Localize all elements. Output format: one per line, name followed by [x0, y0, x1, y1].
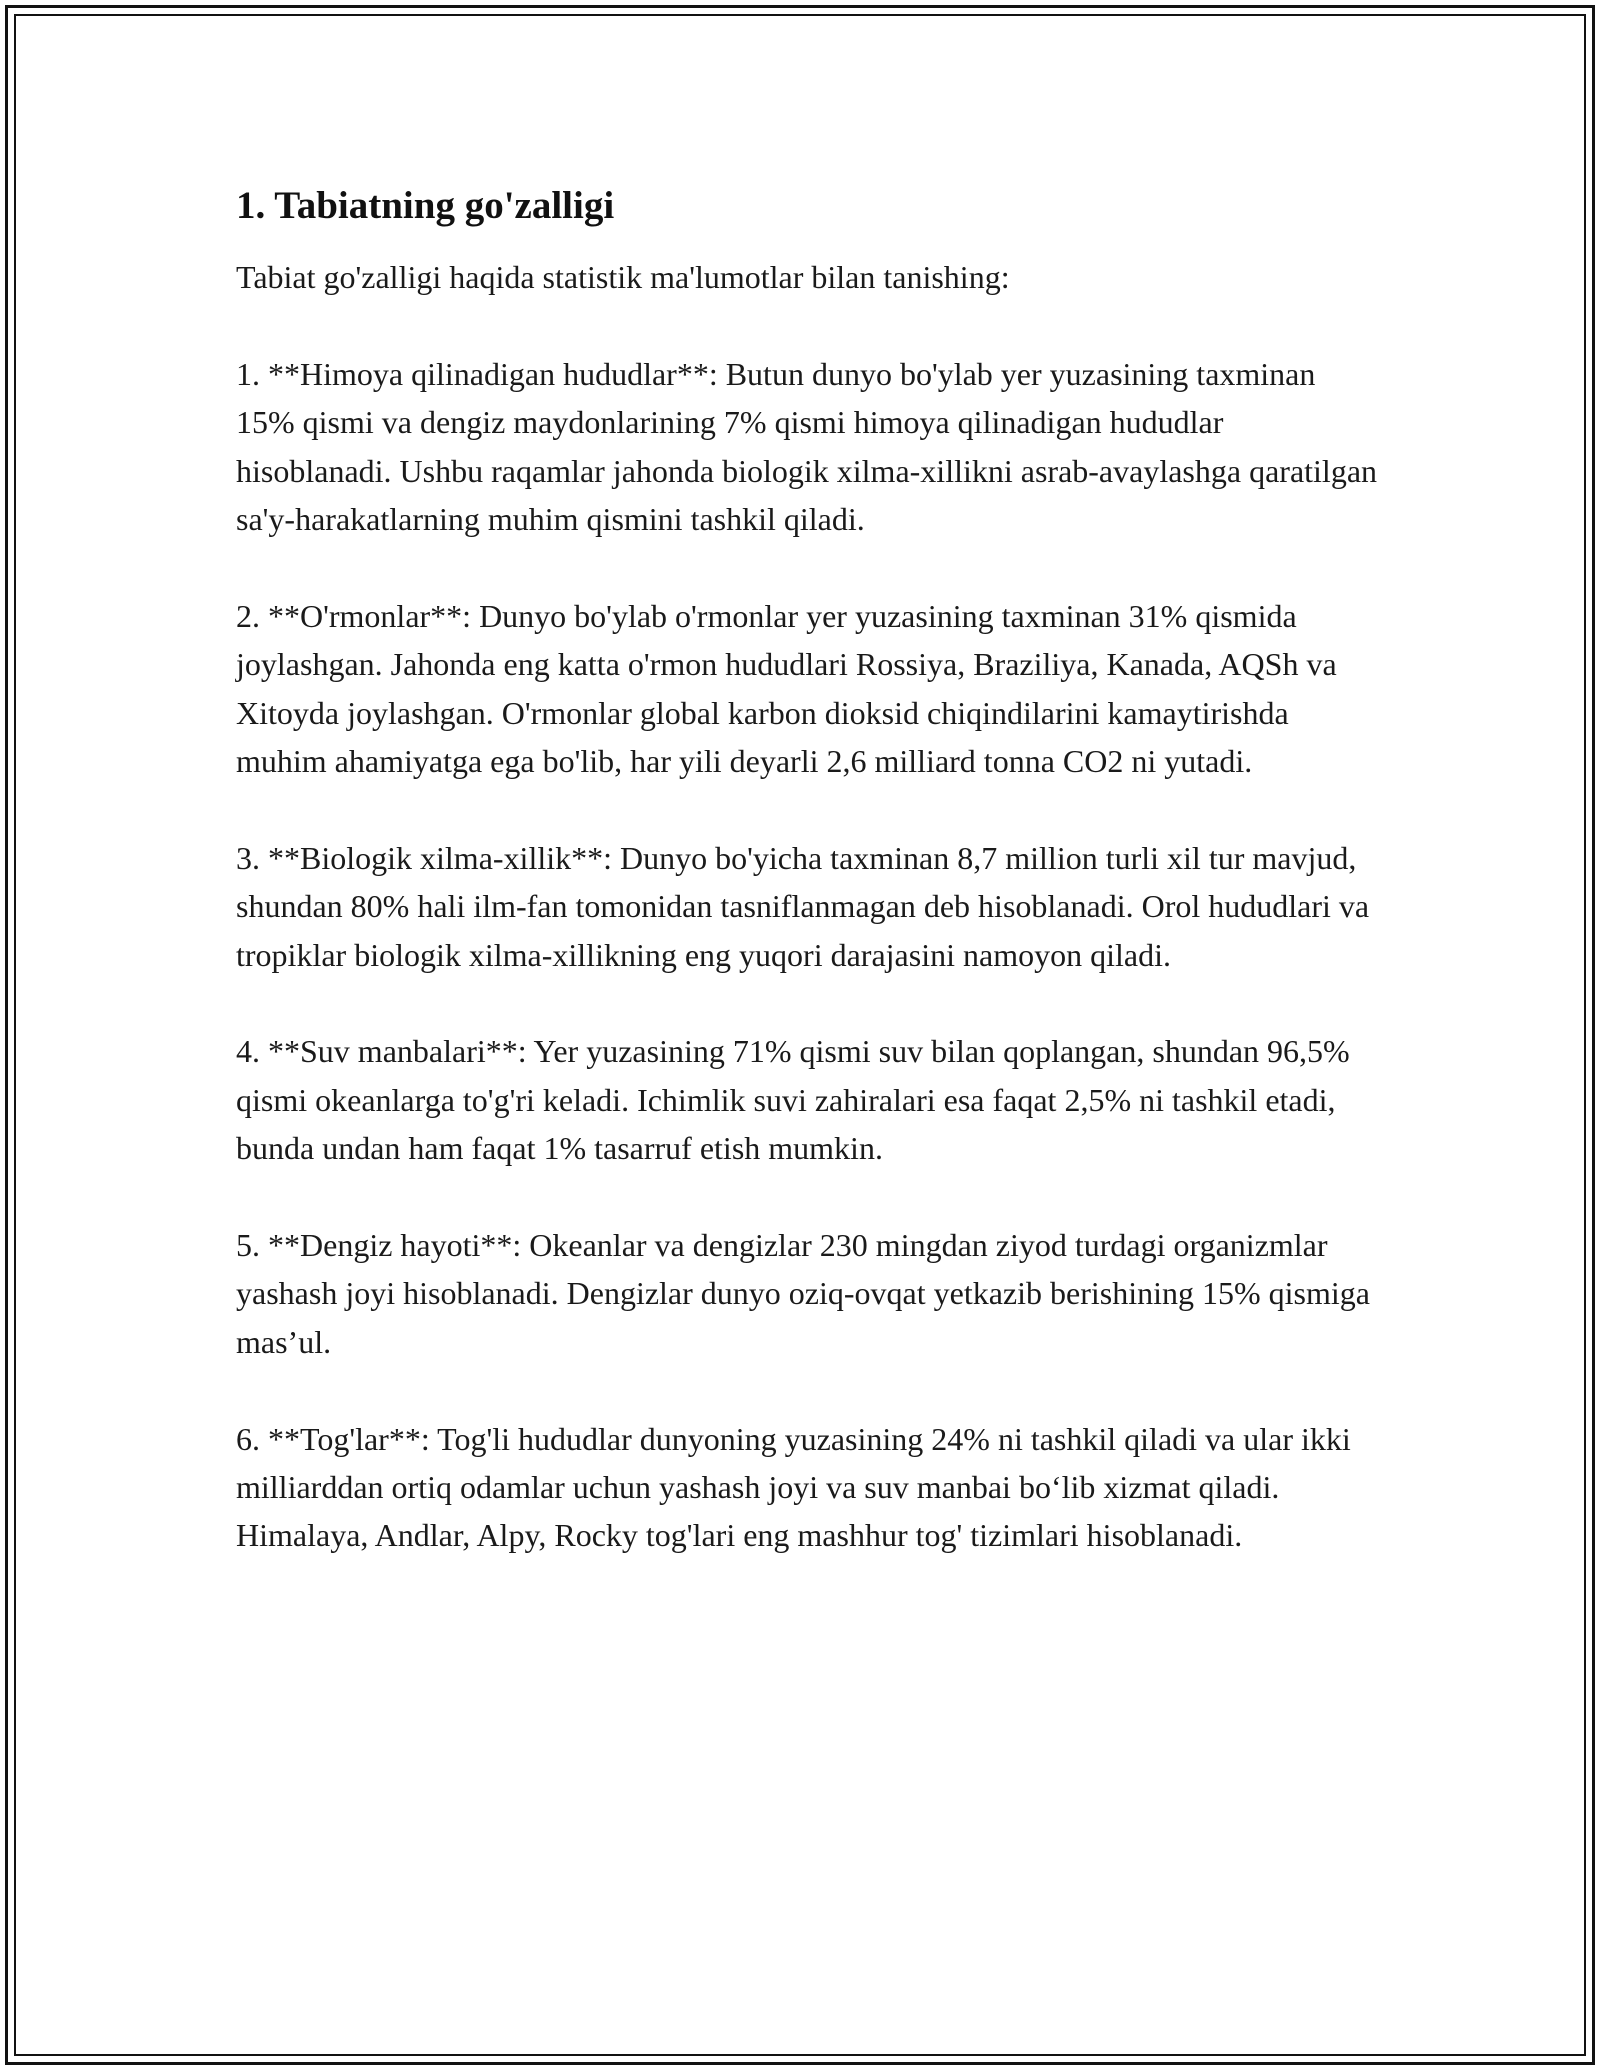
item-water-resources: 4. **Suv manbalari**: Yer yuzasining 71% qismi suv bilan qoplangan, shundan 96,5% qismi okeanlarga to'g'ri keladi. Ichimlik suvi zahiralari esa faqat 2,5% ni tashkil etadi, bunda undan ham faqat 1% tasarruf etish mumkin. — [236, 1033, 1350, 1167]
document-body — [236, 182, 1381, 1608]
item-protected-areas: 1. **Himoya qilinadigan hududlar**: Butun dunyo bo'ylab yer yuzasining taxminan 15% qismi va dengiz maydonlarining 7% qismi himoya qilinadigan hududlar hisoblanadi. Ushbu raqamlar jahonda biologik xilma-xillikni asrab-avaylashga qaratilgan sa'y-harakatlarning muhim qismini tashkil qiladi. — [236, 355, 1378, 538]
item-marine-life: 5. **Dengiz hayoti**: Okeanlar va dengizlar 230 mingdan ziyod turdagi organizmlar yashash joyi hisoblanadi. Dengizlar dunyo oziq-ovqat yetkazib berishining 15% qismiga mas’ul. — [236, 1227, 1370, 1360]
intro-paragraph: Tabiat go'zalligi haqida statistik ma'lumotlar bilan tanishing: — [236, 259, 1010, 295]
item-biodiversity: 3. **Biologik xilma-xillik**: Dunyo bo'yicha taxminan 8,7 million turli xil tur mavjud, shundan 80% hali ilm-fan tomonidan tasniflanmagan deb hisoblanadi. Orol hududlari va tropiklar biologik xilma-xillikning eng yuqori darajasini namoyon qiladi. — [236, 839, 1370, 973]
item-forests: 2. **O'rmonlar**: Dunyo bo'ylab o'rmonlar yer yuzasining taxminan 31% qismida joylashgan. Jahonda eng katta o'rmon hududlari Rossiya, Braziliya, Kanada, AQSh va Xitoyda joylashgan. O'rmonlar global karbon dioksid chiqindilarini kamaytirishda muhim ahamiyatga ega bo'lib, har yili deyarli 2,6 milliard tonna CO2 ni yutadi. — [236, 597, 1337, 780]
item-mountains: 6. **Tog'lar**: Tog'li hududlar dunyoning yuzasining 24% ni tashkil qiladi va ular ikki milliarddan ortiq odamlar uchun yashash joyi va suv manbai bo‘lib xizmat qiladi. Himalaya, Andlar, Alpy, Rocky tog'lari eng mashhur tog' tizimlari hisoblanadi. — [236, 1420, 1351, 1554]
section-title: 1. Tabiatning go'zalligi — [236, 184, 615, 227]
